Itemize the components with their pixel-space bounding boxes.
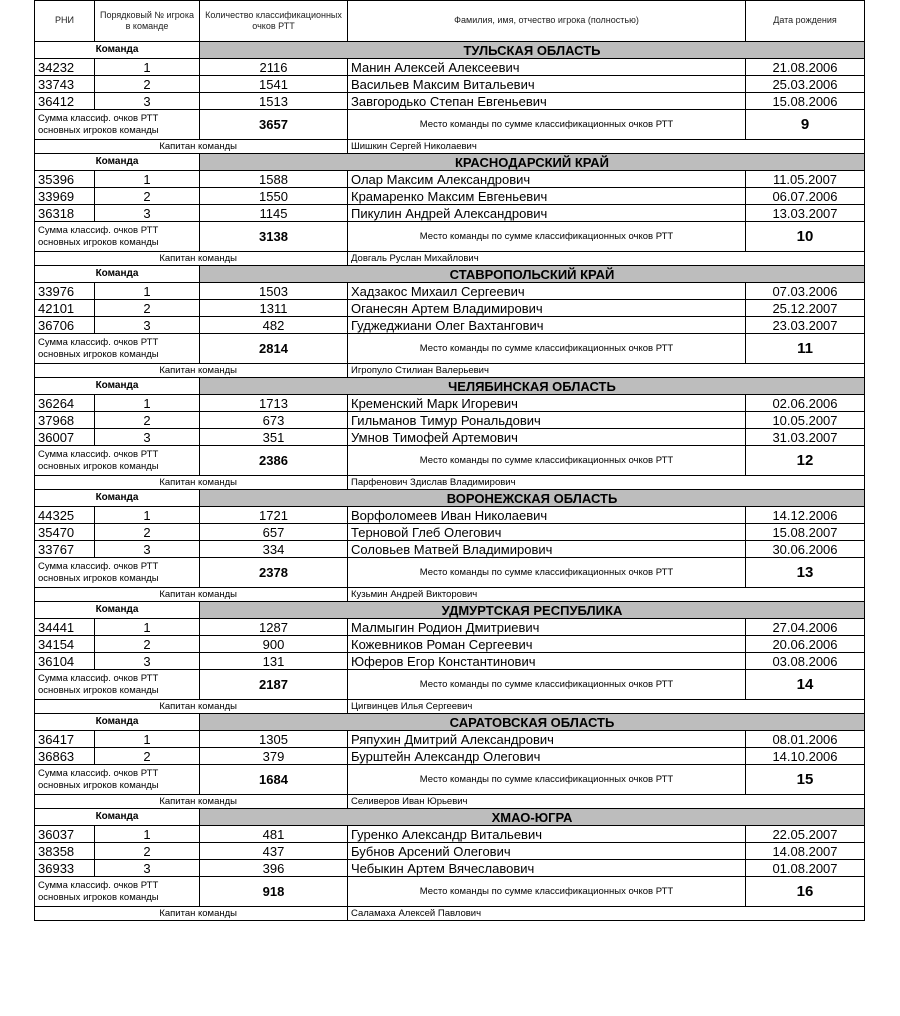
player-name: Пикулин Андрей Александрович <box>348 205 746 222</box>
sum-label: Сумма классиф. очков РТТ основных игроков команды <box>35 877 200 907</box>
player-birth: 06.07.2006 <box>746 188 865 205</box>
team-roster-table <box>34 0 865 921</box>
player-birth: 20.06.2006 <box>746 636 865 653</box>
player-birth: 11.05.2007 <box>746 171 865 188</box>
place-value: 16 <box>746 877 865 907</box>
player-rni: 36933 <box>35 860 95 877</box>
captain-row <box>35 476 865 490</box>
player-birth: 25.12.2007 <box>746 300 865 317</box>
player-points: 1721 <box>200 507 348 524</box>
player-order: 1 <box>95 59 200 76</box>
player-order: 3 <box>95 541 200 558</box>
player-order: 1 <box>95 283 200 300</box>
team-sum-row <box>35 670 865 700</box>
player-row <box>35 59 865 76</box>
player-points: 900 <box>200 636 348 653</box>
sum-value: 1684 <box>200 765 348 795</box>
header-birth: Дата рождения <box>746 1 865 42</box>
player-order: 3 <box>95 205 200 222</box>
player-points: 1503 <box>200 283 348 300</box>
player-order: 2 <box>95 524 200 541</box>
player-order: 3 <box>95 429 200 446</box>
sum-value: 3657 <box>200 110 348 140</box>
player-birth: 08.01.2006 <box>746 731 865 748</box>
player-row <box>35 843 865 860</box>
player-row <box>35 619 865 636</box>
player-row <box>35 188 865 205</box>
player-rni: 44325 <box>35 507 95 524</box>
sum-value: 2386 <box>200 446 348 476</box>
player-birth: 21.08.2006 <box>746 59 865 76</box>
team-name: САРАТОВСКАЯ ОБЛАСТЬ <box>200 714 865 731</box>
player-order: 3 <box>95 317 200 334</box>
team-sum-row <box>35 110 865 140</box>
player-row <box>35 653 865 670</box>
place-value: 9 <box>746 110 865 140</box>
captain-row <box>35 795 865 809</box>
player-row <box>35 507 865 524</box>
header-rni: РНИ <box>35 1 95 42</box>
player-rni: 34154 <box>35 636 95 653</box>
player-rni: 35396 <box>35 171 95 188</box>
team-label: Команда <box>35 378 200 395</box>
player-order: 3 <box>95 860 200 877</box>
place-label: Место команды по сумме классификационных очков РТТ <box>348 334 746 364</box>
captain-label: Капитан команды <box>35 476 348 490</box>
player-name: Олар Максим Александрович <box>348 171 746 188</box>
player-birth: 31.03.2007 <box>746 429 865 446</box>
team-header-row <box>35 266 865 283</box>
captain-name: Парфенович Здислав Владимирович <box>348 476 865 490</box>
sum-value: 918 <box>200 877 348 907</box>
team-sum-row <box>35 222 865 252</box>
player-name: Соловьев Матвей Владимирович <box>348 541 746 558</box>
player-row <box>35 826 865 843</box>
team-sum-row <box>35 558 865 588</box>
team-name: ХМАО-ЮГРА <box>200 809 865 826</box>
player-rni: 36264 <box>35 395 95 412</box>
player-row <box>35 171 865 188</box>
sum-label: Сумма классиф. очков РТТ основных игроков команды <box>35 558 200 588</box>
player-points: 379 <box>200 748 348 765</box>
captain-label: Капитан команды <box>35 588 348 602</box>
team-header-row <box>35 602 865 619</box>
player-name: Гильманов Тимур Рональдович <box>348 412 746 429</box>
captain-label: Капитан команды <box>35 252 348 266</box>
player-name: Юферов Егор Константинович <box>348 653 746 670</box>
player-name: Гуренко Александр Витальевич <box>348 826 746 843</box>
captain-name: Кузьмин Андрей Викторович <box>348 588 865 602</box>
team-header-row <box>35 42 865 59</box>
team-roster-sheet <box>34 0 864 921</box>
player-birth: 27.04.2006 <box>746 619 865 636</box>
sum-label: Сумма классиф. очков РТТ основных игроков команды <box>35 110 200 140</box>
player-name: Бурштейн Александр Олегович <box>348 748 746 765</box>
player-name: Васильев Максим Витальевич <box>348 76 746 93</box>
team-label: Команда <box>35 602 200 619</box>
player-name: Хадзакос Михаил Сергеевич <box>348 283 746 300</box>
player-rni: 36412 <box>35 93 95 110</box>
player-order: 3 <box>95 93 200 110</box>
player-order: 2 <box>95 76 200 93</box>
player-rni: 33767 <box>35 541 95 558</box>
player-order: 2 <box>95 300 200 317</box>
player-points: 481 <box>200 826 348 843</box>
sum-label: Сумма классиф. очков РТТ основных игроков команды <box>35 334 200 364</box>
player-rni: 36863 <box>35 748 95 765</box>
captain-row <box>35 700 865 714</box>
sum-label: Сумма классиф. очков РТТ основных игроков команды <box>35 765 200 795</box>
player-order: 1 <box>95 826 200 843</box>
player-rni: 34441 <box>35 619 95 636</box>
player-points: 1588 <box>200 171 348 188</box>
player-points: 673 <box>200 412 348 429</box>
player-points: 1550 <box>200 188 348 205</box>
team-name: СТАВРОПОЛЬСКИЙ КРАЙ <box>200 266 865 283</box>
player-row <box>35 283 865 300</box>
place-value: 11 <box>746 334 865 364</box>
place-value: 15 <box>746 765 865 795</box>
player-birth: 23.03.2007 <box>746 317 865 334</box>
header-row <box>35 1 865 42</box>
team-name: ВОРОНЕЖСКАЯ ОБЛАСТЬ <box>200 490 865 507</box>
player-birth: 30.06.2006 <box>746 541 865 558</box>
player-order: 2 <box>95 748 200 765</box>
team-name: ТУЛЬСКАЯ ОБЛАСТЬ <box>200 42 865 59</box>
header-points: Количество классификационных очков РТТ <box>200 1 348 42</box>
place-label: Место команды по сумме классификационных очков РТТ <box>348 765 746 795</box>
player-row <box>35 524 865 541</box>
team-sum-row <box>35 446 865 476</box>
player-order: 1 <box>95 395 200 412</box>
team-header-row <box>35 490 865 507</box>
player-rni: 36417 <box>35 731 95 748</box>
player-order: 2 <box>95 636 200 653</box>
player-name: Ряпухин Дмитрий Александрович <box>348 731 746 748</box>
team-header-row <box>35 714 865 731</box>
sum-label: Сумма классиф. очков РТТ основных игроков команды <box>35 446 200 476</box>
player-points: 396 <box>200 860 348 877</box>
player-points: 1287 <box>200 619 348 636</box>
team-name: КРАСНОДАРСКИЙ КРАЙ <box>200 154 865 171</box>
player-birth: 14.08.2007 <box>746 843 865 860</box>
player-row <box>35 76 865 93</box>
captain-name: Саламаха Алексей Павлович <box>348 907 865 921</box>
player-rni: 37968 <box>35 412 95 429</box>
place-label: Место команды по сумме классификационных очков РТТ <box>348 670 746 700</box>
team-label: Команда <box>35 266 200 283</box>
player-birth: 07.03.2006 <box>746 283 865 300</box>
team-sum-row <box>35 877 865 907</box>
team-name: УДМУРТСКАЯ РЕСПУБЛИКА <box>200 602 865 619</box>
player-order: 1 <box>95 507 200 524</box>
captain-name: Довгаль Руслан Михайлович <box>348 252 865 266</box>
player-row <box>35 860 865 877</box>
player-birth: 14.12.2006 <box>746 507 865 524</box>
captain-label: Капитан команды <box>35 795 348 809</box>
place-label: Место команды по сумме классификационных очков РТТ <box>348 222 746 252</box>
player-rni: 33743 <box>35 76 95 93</box>
captain-name: Цигвинцев Илья Сергеевич <box>348 700 865 714</box>
sum-label: Сумма классиф. очков РТТ основных игроков команды <box>35 222 200 252</box>
player-order: 2 <box>95 843 200 860</box>
sum-label: Сумма классиф. очков РТТ основных игроков команды <box>35 670 200 700</box>
player-points: 1713 <box>200 395 348 412</box>
place-value: 14 <box>746 670 865 700</box>
player-rni: 36318 <box>35 205 95 222</box>
player-birth: 22.05.2007 <box>746 826 865 843</box>
player-row <box>35 731 865 748</box>
player-points: 1513 <box>200 93 348 110</box>
player-row <box>35 205 865 222</box>
player-birth: 14.10.2006 <box>746 748 865 765</box>
team-sum-row <box>35 334 865 364</box>
player-birth: 02.06.2006 <box>746 395 865 412</box>
player-name: Бубнов Арсений Олегович <box>348 843 746 860</box>
player-rni: 35470 <box>35 524 95 541</box>
team-header-row <box>35 154 865 171</box>
player-points: 351 <box>200 429 348 446</box>
player-rni: 42101 <box>35 300 95 317</box>
header-name: Фамилия, имя, отчество игрока (полностью) <box>348 1 746 42</box>
player-birth: 15.08.2007 <box>746 524 865 541</box>
player-name: Терновой Глеб Олегович <box>348 524 746 541</box>
team-label: Команда <box>35 490 200 507</box>
team-label: Команда <box>35 42 200 59</box>
player-row <box>35 429 865 446</box>
player-birth: 25.03.2006 <box>746 76 865 93</box>
captain-row <box>35 140 865 154</box>
captain-name: Шишкин Сергей Николаевич <box>348 140 865 154</box>
player-rni: 36104 <box>35 653 95 670</box>
player-name: Кременский Марк Игоревич <box>348 395 746 412</box>
place-label: Место команды по сумме классификационных очков РТТ <box>348 877 746 907</box>
player-order: 3 <box>95 653 200 670</box>
sum-value: 2814 <box>200 334 348 364</box>
player-name: Крамаренко Максим Евгеньевич <box>348 188 746 205</box>
player-rni: 33969 <box>35 188 95 205</box>
team-label: Команда <box>35 714 200 731</box>
place-value: 10 <box>746 222 865 252</box>
team-label: Команда <box>35 154 200 171</box>
player-order: 1 <box>95 171 200 188</box>
place-label: Место команды по сумме классификационных очков РТТ <box>348 110 746 140</box>
player-name: Малмыгин Родион Дмитриевич <box>348 619 746 636</box>
player-rni: 34232 <box>35 59 95 76</box>
player-points: 437 <box>200 843 348 860</box>
captain-label: Капитан команды <box>35 700 348 714</box>
team-sum-row <box>35 765 865 795</box>
player-row <box>35 317 865 334</box>
player-name: Ворфоломеев Иван Николаевич <box>348 507 746 524</box>
place-label: Место команды по сумме классификационных очков РТТ <box>348 446 746 476</box>
header-order: Порядковый № игрока в команде <box>95 1 200 42</box>
player-points: 131 <box>200 653 348 670</box>
place-value: 13 <box>746 558 865 588</box>
player-birth: 03.08.2006 <box>746 653 865 670</box>
player-points: 657 <box>200 524 348 541</box>
player-order: 2 <box>95 188 200 205</box>
player-name: Умнов Тимофей Артемович <box>348 429 746 446</box>
player-points: 334 <box>200 541 348 558</box>
player-points: 1305 <box>200 731 348 748</box>
player-row <box>35 412 865 429</box>
captain-label: Капитан команды <box>35 907 348 921</box>
team-name: ЧЕЛЯБИНСКАЯ ОБЛАСТЬ <box>200 378 865 395</box>
player-order: 2 <box>95 412 200 429</box>
player-rni: 38358 <box>35 843 95 860</box>
player-rni: 33976 <box>35 283 95 300</box>
player-row <box>35 541 865 558</box>
player-points: 1311 <box>200 300 348 317</box>
captain-row <box>35 907 865 921</box>
team-header-row <box>35 378 865 395</box>
captain-label: Капитан команды <box>35 364 348 378</box>
player-birth: 13.03.2007 <box>746 205 865 222</box>
player-row <box>35 93 865 110</box>
place-value: 12 <box>746 446 865 476</box>
player-rni: 36007 <box>35 429 95 446</box>
player-points: 1145 <box>200 205 348 222</box>
captain-row <box>35 364 865 378</box>
player-name: Завгородько Степан Евгеньевич <box>348 93 746 110</box>
player-name: Гуджеджиани Олег Вахтангович <box>348 317 746 334</box>
place-label: Место команды по сумме классификационных очков РТТ <box>348 558 746 588</box>
player-row <box>35 636 865 653</box>
player-rni: 36037 <box>35 826 95 843</box>
player-name: Оганесян Артем Владимирович <box>348 300 746 317</box>
player-row <box>35 748 865 765</box>
captain-row <box>35 252 865 266</box>
player-row <box>35 395 865 412</box>
player-row <box>35 300 865 317</box>
captain-name: Игропуло Стилиан Валерьевич <box>348 364 865 378</box>
sum-value: 2378 <box>200 558 348 588</box>
team-header-row <box>35 809 865 826</box>
player-birth: 15.08.2006 <box>746 93 865 110</box>
player-points: 482 <box>200 317 348 334</box>
captain-label: Капитан команды <box>35 140 348 154</box>
captain-name: Селиверов Иван Юрьевич <box>348 795 865 809</box>
player-name: Кожевников Роман Сергеевич <box>348 636 746 653</box>
player-order: 1 <box>95 619 200 636</box>
sum-value: 3138 <box>200 222 348 252</box>
player-birth: 10.05.2007 <box>746 412 865 429</box>
player-name: Чебыкин Артем Вячеславович <box>348 860 746 877</box>
player-order: 1 <box>95 731 200 748</box>
player-birth: 01.08.2007 <box>746 860 865 877</box>
player-name: Манин Алексей Алексеевич <box>348 59 746 76</box>
captain-row <box>35 588 865 602</box>
player-points: 2116 <box>200 59 348 76</box>
player-rni: 36706 <box>35 317 95 334</box>
sum-value: 2187 <box>200 670 348 700</box>
team-label: Команда <box>35 809 200 826</box>
player-points: 1541 <box>200 76 348 93</box>
